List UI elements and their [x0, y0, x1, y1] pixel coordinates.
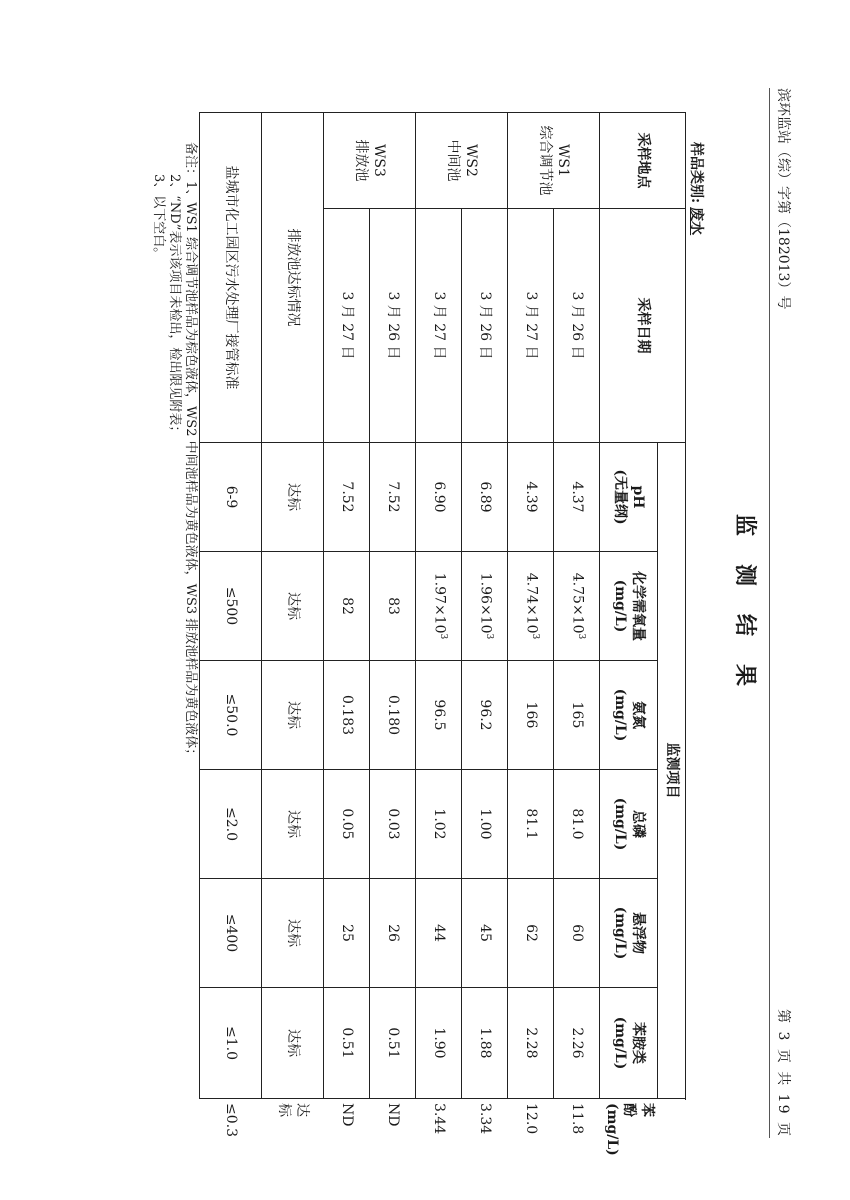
sampling-date: 3 月 27 日: [508, 209, 554, 443]
value-cell: [370, 770, 416, 879]
value-text: 25: [339, 924, 356, 942]
value-text: 7.52: [385, 481, 402, 513]
sample-category-label: 样品类别:: [688, 142, 704, 204]
value-cell: [416, 879, 462, 988]
value-text: 6.89: [477, 481, 494, 513]
header-rule: [769, 88, 770, 1138]
value-cell: [508, 770, 554, 879]
value-text: 45: [477, 924, 494, 942]
value-cell: [554, 661, 600, 770]
value-text: 1.88: [477, 1027, 494, 1059]
parameter-unit: (mg/L): [612, 579, 629, 633]
value-exponent: 3: [575, 633, 586, 640]
parameter-name: pH: [630, 485, 646, 509]
value-cell: [370, 661, 416, 770]
value-cell: [324, 552, 370, 661]
value-text: 4.39: [523, 481, 540, 513]
value-cell: [324, 661, 370, 770]
table-row: [370, 113, 416, 1099]
value-cell: [324, 988, 370, 1099]
sampling-date: 3 月 26 日: [370, 209, 416, 443]
site-name: 排放池: [353, 139, 370, 182]
value-text: 96.5: [431, 699, 448, 731]
parameter-unit: (mg/L): [612, 906, 629, 960]
value-cell: [554, 443, 600, 552]
parameter-unit: (mg/L): [612, 1016, 629, 1070]
value-cell: [370, 443, 416, 552]
value-text: 3.44: [431, 1103, 448, 1135]
table-row: [508, 113, 554, 1099]
parameter-header: [600, 661, 658, 770]
value-cell: [370, 552, 416, 661]
summary-row: 盐城市化工园区污水处理厂接管标准 6-9 ≤500 ≤50.0 ≤2.0 ≤400 ≤1.0 ≤0.3: [200, 113, 262, 1099]
value-cell: [416, 443, 462, 552]
sampling-date: 3 月 27 日: [324, 209, 370, 443]
value-text: 12.0: [523, 1103, 540, 1135]
table-row: [416, 113, 462, 1099]
sampling-date: 3 月 26 日: [462, 209, 508, 443]
value-text: 0.05: [339, 808, 356, 840]
remark-line: 2、“ND”表示该项目未检出，检出限见附表；: [167, 174, 182, 439]
site-column-header: 采样地点: [600, 113, 686, 209]
value-cell: [416, 988, 462, 1099]
parameter-name: 氨氮: [630, 701, 646, 729]
value-text: 4.75×10: [568, 572, 585, 634]
table-row: [324, 113, 370, 1099]
value-text: 7.52: [339, 481, 356, 513]
parameter-name: 悬浮物: [630, 912, 646, 954]
value-text: 26: [385, 924, 402, 942]
site-name: 中间池: [445, 139, 462, 182]
summary-label: 盐城市化工园区污水处理厂接管标准: [200, 113, 262, 443]
value-text: 0.180: [385, 694, 402, 736]
value-text: 4.74×10: [522, 572, 539, 634]
parameter-name: 苯胺类: [630, 1022, 646, 1064]
parameter-header: [600, 879, 658, 988]
value-text: 83: [385, 597, 402, 615]
value-text: 1.96×10: [476, 572, 493, 634]
parameter-name: 化学需氧量: [630, 571, 646, 641]
value-cell: [462, 770, 508, 879]
date-column-header: 采样日期: [600, 209, 686, 443]
value-cell: [370, 879, 416, 988]
value-text: 1.97×10: [430, 572, 447, 634]
parameter-unit: (mg/L): [612, 688, 629, 742]
page-title: 监测结果: [732, 513, 758, 714]
value-text: 0.51: [339, 1027, 356, 1059]
value-cell: [554, 988, 600, 1099]
site-name: 综合调节池: [537, 125, 554, 196]
value-cell: [462, 552, 508, 661]
remark-line: 备注：1、WS1 综合调节池样品为棕色液体，WS2 中间池样品为黄色液体，WS3 排放池样品为黄色液体；: [183, 142, 198, 762]
value-text: 1.00: [477, 808, 494, 840]
sample-category-value: 废水: [688, 207, 704, 236]
results-table-body: [200, 113, 686, 1156]
value-text: 81.1: [523, 808, 540, 840]
value-cell: [508, 661, 554, 770]
remark-line: 3、以下空白。: [151, 174, 166, 261]
value-text: 3.34: [477, 1103, 494, 1135]
parameter-header: [600, 770, 658, 879]
value-text: ND: [385, 1103, 402, 1127]
table-row: [462, 113, 508, 1099]
summary-value: 达标: [262, 443, 324, 552]
value-cell: [508, 443, 554, 552]
value-cell: [508, 988, 554, 1099]
value-cell: [554, 552, 600, 661]
summary-value: ≤1.0: [200, 988, 262, 1099]
site-cell: [324, 113, 416, 209]
summary-value: ≤2.0: [200, 770, 262, 879]
value-cell: [554, 879, 600, 988]
header-row: [658, 113, 686, 1099]
table-row: [554, 113, 600, 1099]
remarks: [150, 142, 198, 761]
value-cell: [462, 879, 508, 988]
site-code: WS2: [463, 144, 479, 177]
summary-value: ≤500: [200, 552, 262, 661]
value-text: 0.03: [385, 808, 402, 840]
value-text: 0.183: [339, 694, 356, 736]
value-exponent: 3: [529, 633, 540, 640]
site-code: WS1: [555, 144, 571, 177]
parameter-header: [600, 552, 658, 661]
summary-label: 排放池达标情况: [262, 113, 324, 443]
parameter-header: [600, 988, 658, 1099]
value-text: 6.90: [431, 481, 448, 513]
value-cell: [462, 661, 508, 770]
value-text: 62: [523, 924, 540, 942]
value-text: 2.26: [569, 1027, 586, 1059]
value-cell: [324, 443, 370, 552]
value-text: 1.02: [431, 808, 448, 840]
value-cell: [416, 661, 462, 770]
summary-value: 达标: [262, 988, 324, 1099]
site-cell: [508, 113, 600, 209]
value-text: 165: [569, 701, 586, 729]
summary-value: 达标: [262, 661, 324, 770]
summary-value: 达标: [262, 770, 324, 879]
summary-row: 排放池达标情况 达标 达标 达标 达标 达标 达标 达标: [262, 113, 324, 1099]
value-cell: [554, 770, 600, 879]
parameter-header: [600, 443, 658, 552]
value-cell: [462, 988, 508, 1099]
parameters-group-header: 监测项目: [658, 443, 686, 1099]
value-text: 60: [569, 924, 586, 942]
page-number: 第 3 页 共 19 页: [775, 1009, 791, 1138]
value-text: 44: [431, 924, 448, 942]
value-text: 4.37: [569, 481, 586, 513]
parameter-name: 总磷: [630, 810, 646, 838]
parameter-unit: (mg/L): [612, 797, 629, 851]
value-text: 0.51: [385, 1027, 402, 1059]
sampling-date: 3 月 27 日: [416, 209, 462, 443]
value-cell: [416, 552, 462, 661]
value-text: 1.90: [431, 1027, 448, 1059]
value-exponent: 3: [483, 633, 494, 640]
value-cell: [508, 879, 554, 988]
report-number: 滨环监站（综）字第（182013）号: [775, 88, 791, 310]
value-text: 11.8: [569, 1103, 586, 1135]
parameter-unit: (无量纲): [612, 469, 629, 525]
value-cell: [324, 770, 370, 879]
value-text: 82: [339, 597, 356, 615]
value-cell: [324, 879, 370, 988]
site-cell: [416, 113, 508, 209]
results-table: [199, 112, 686, 1156]
sample-category: [687, 142, 707, 235]
value-text: 81.0: [569, 808, 586, 840]
parameter-header-row: pH (无量纲) 化学需氧量 (mg/L) 氨氮 (mg/L) 总磷 (mg/L) 悬浮物 (mg/L) 苯胺类 (mg/L) 苯酚 (mg/L): [600, 113, 658, 1099]
value-text: ND: [339, 1103, 356, 1127]
value-cell: [370, 988, 416, 1099]
summary-value: 达标: [262, 879, 324, 988]
value-cell: [508, 552, 554, 661]
summary-value: ≤400: [200, 879, 262, 988]
value-cell: [462, 443, 508, 552]
sampling-date: 3 月 26 日: [554, 209, 600, 443]
value-text: 2.28: [523, 1027, 540, 1059]
value-exponent: 3: [437, 633, 448, 640]
summary-value: 6-9: [200, 443, 262, 552]
value-cell: [416, 770, 462, 879]
value-text: 166: [523, 701, 540, 729]
site-code: WS3: [371, 144, 387, 177]
value-text: 96.2: [477, 699, 494, 731]
summary-value: 达标: [262, 552, 324, 661]
summary-value: ≤50.0: [200, 661, 262, 770]
